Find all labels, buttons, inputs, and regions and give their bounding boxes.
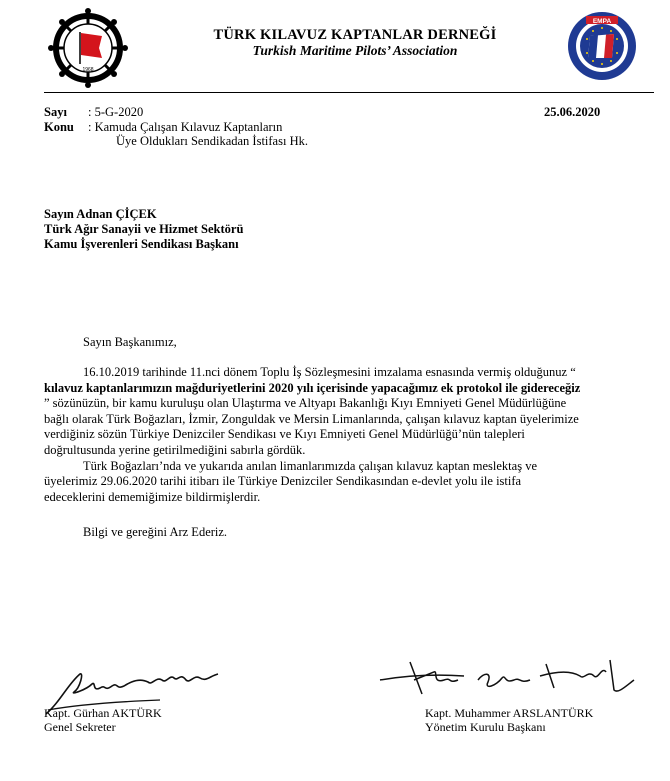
right-signatory-name: Kapt. Muhammer ARSLANTÜRK	[425, 706, 594, 720]
empa-emblem-icon	[566, 10, 638, 82]
svg-text:1968: 1968	[82, 67, 94, 73]
left-signatory-name: Kapt. Gürhan AKTÜRK	[44, 706, 162, 720]
addressee-title: Kamu İşverenleri Sendikası Başkanı	[44, 237, 239, 251]
right-signatory-title: Yönetim Kurulu Başkanı	[425, 720, 546, 734]
pilots-wheel-logo-icon	[44, 8, 132, 88]
body-line: edeceklerini dememiğimize bildirmişlerdir.	[44, 489, 261, 504]
reference-label: Sayı	[44, 105, 67, 119]
body-line: ” sözünüzün, bir kamu kuruluşu olan Ulaştırma ve Altyapı Bakanlığı Kıyı Emniyeti Genel Müdürlüğüne	[44, 396, 567, 411]
reference-number	[44, 105, 143, 120]
document-date: 25.06.2020	[544, 105, 601, 119]
handwritten-signature-icon	[374, 650, 644, 708]
empa-logo	[566, 10, 638, 82]
subject-value-line2: Üye Oldukları Sendikadan İstifası Hk.	[116, 134, 308, 148]
body-line: bağlı olarak Türk Boğazları, İzmir, Zonguldak ve Mersin Limanlarında, çalışan kılavuz kaptan üyelerimize	[44, 411, 579, 426]
svg-text:EMPA: EMPA	[592, 18, 612, 25]
body-line: üyelerimiz 29.06.2020 tarihi itibarı ile Türkiye Denizciler Sendikasından e-devlet yolu ile istifa	[44, 474, 522, 489]
body-line: 16.10.2019 tarihinde 11.nci dönem Toplu İş Sözleşmesini imzalama esnasında vermiş olduğunuz “	[83, 365, 576, 379]
subject-label: Konu	[44, 120, 74, 134]
left-signatory-title: Genel Sekreter	[44, 720, 116, 734]
organization-name-english: Turkish Maritime Pilots’ Association	[252, 43, 458, 58]
header-divider	[44, 92, 654, 93]
association-logo	[44, 8, 132, 88]
subject	[44, 120, 282, 135]
closing-line: Bilgi ve gereğini Arz Ederiz.	[83, 525, 228, 539]
letter-body	[44, 365, 654, 505]
body-line: doğrultusunda yerine getirilmediğini sabırla gördük.	[44, 442, 306, 457]
addressee-organization: Türk Ağır Sanayii ve Hizmet Sektörü	[44, 222, 244, 236]
body-line-bold: kılavuz kaptanlarımızın mağduriyetlerini 2020 yılı içerisinde yapacağımız ek protokol ile gidereceğiz	[44, 380, 581, 395]
body-line: verdiğiniz sözün Türkiye Denizciler Sendikası ve Kıyı Emniyeti Genel Müdürlüğü’nün talepleri	[44, 427, 525, 442]
addressee-name: Sayın Adnan ÇİÇEK	[44, 207, 157, 221]
salutation: Sayın Başkanımız,	[83, 335, 177, 349]
subject-value-line1: : Kamuda Çalışan Kılavuz Kaptanların	[88, 120, 283, 134]
organization-name: TÜRK KILAVUZ KAPTANLAR DERNEĞİ	[213, 27, 497, 43]
reference-value: : 5-G-2020	[88, 105, 144, 119]
body-line: Türk Boğazları’nda ve yukarıda anılan limanlarımızda çalışan kılavuz kaptan meslektaş ve	[83, 458, 537, 473]
right-signature	[374, 650, 644, 708]
